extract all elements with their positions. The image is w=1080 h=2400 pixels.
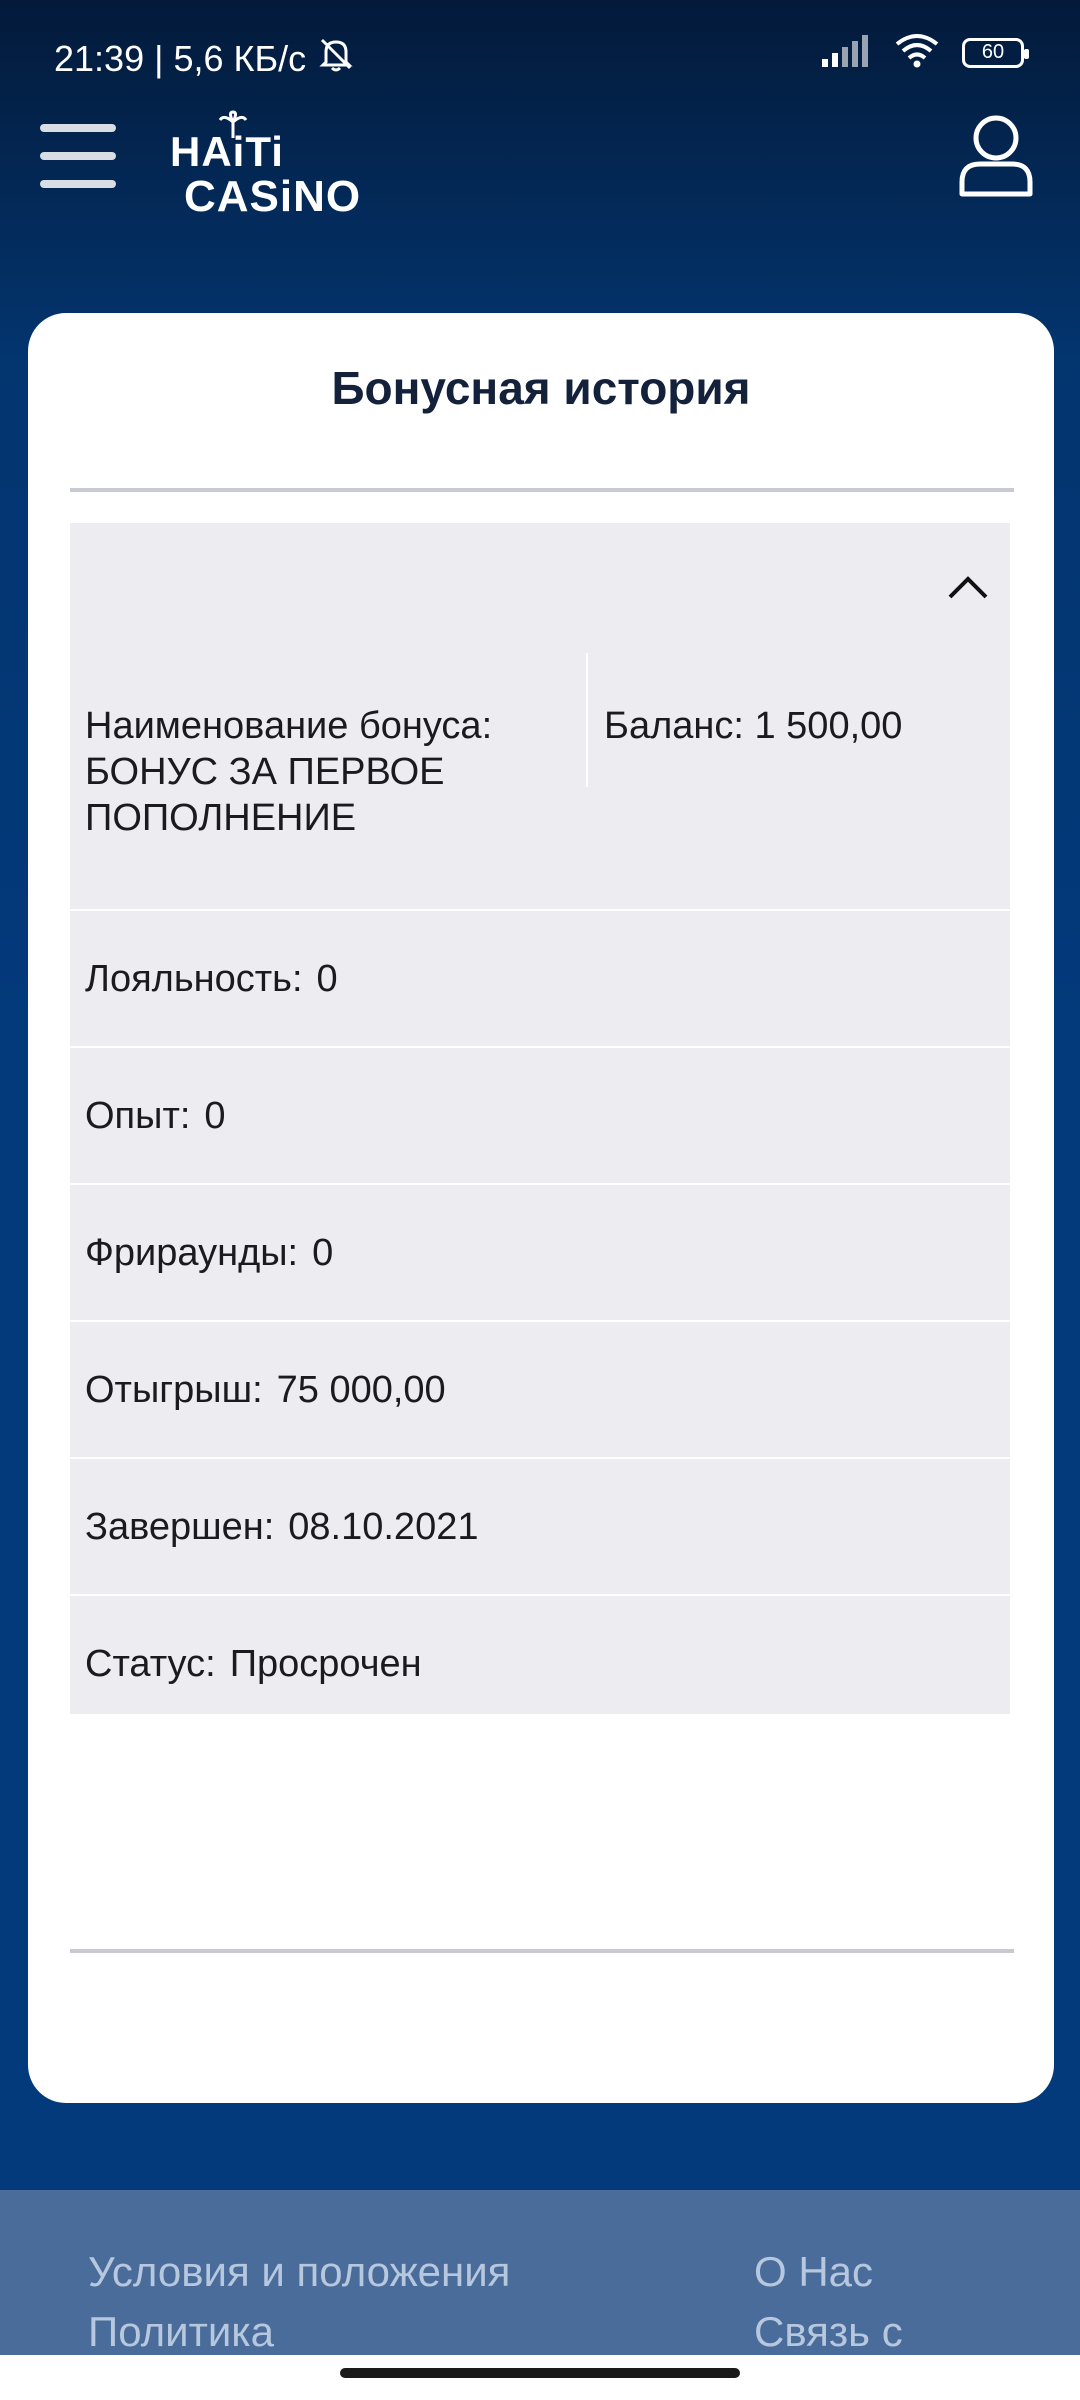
chevron-up-icon[interactable] <box>944 563 992 611</box>
footer-link-about[interactable]: О Нас <box>754 2248 874 2295</box>
detail-row-completed <box>70 1459 1010 1596</box>
detail-label: Лояльность: <box>85 958 303 1000</box>
battery-icon: 60 <box>962 38 1024 68</box>
logo-line1: HAiTi <box>170 128 284 175</box>
bonus-entry-toggle[interactable] <box>70 523 1010 653</box>
palm-tree-icon <box>218 110 248 145</box>
logo[interactable] <box>168 110 368 220</box>
divider <box>70 1949 1014 1953</box>
signal-icon <box>822 33 872 72</box>
footer-link-terms[interactable]: Условия и положения <box>88 2248 511 2295</box>
bonus-balance <box>604 703 902 749</box>
footer-link-policy[interactable]: Политика <box>88 2308 274 2355</box>
detail-value: 08.10.2021 <box>288 1506 479 1548</box>
bonus-name-value: БОНУС ЗА ПЕРВОЕ ПОПОЛНЕНИЕ <box>85 751 445 839</box>
status-badge: Просрочен <box>229 1643 422 1685</box>
detail-row-loyalty <box>70 911 1010 1048</box>
wifi-icon <box>894 32 940 73</box>
detail-label: Опыт: <box>85 1095 191 1137</box>
column-divider <box>586 653 588 787</box>
bonus-history-card <box>28 313 1054 2103</box>
detail-value: 0 <box>204 1095 226 1137</box>
detail-row-freespins <box>70 1185 1010 1322</box>
detail-row-experience <box>70 1048 1010 1185</box>
user-profile-icon[interactable] <box>956 110 1036 200</box>
logo-line2: CASiNO <box>184 172 362 221</box>
detail-label: Статус: <box>85 1643 216 1685</box>
status-bar <box>0 0 1080 110</box>
bonus-summary-row <box>70 653 1010 911</box>
detail-label: Отыгрыш: <box>85 1369 263 1411</box>
detail-row-status <box>70 1596 1010 1714</box>
home-gesture-handle[interactable] <box>340 2368 740 2378</box>
status-time: 21:39 | 5,6 КБ/с <box>54 37 307 79</box>
detail-value: 0 <box>312 1232 334 1274</box>
detail-label: Завершен: <box>85 1506 275 1548</box>
detail-value: 0 <box>316 958 338 1000</box>
bonus-name <box>85 703 555 841</box>
balance-label: Баланс: <box>604 705 744 747</box>
bonus-entry <box>70 523 1010 1714</box>
hamburger-menu-button[interactable] <box>40 124 116 194</box>
bonus-name-label: Наименование бонуса: <box>85 705 493 747</box>
detail-value: 75 000,00 <box>276 1369 446 1411</box>
divider <box>70 488 1014 492</box>
balance-value: 1 500,00 <box>754 705 903 747</box>
detail-row-wager <box>70 1322 1010 1459</box>
footer-link-contact[interactable]: Связь с <box>754 2308 903 2355</box>
muted-bell-icon <box>316 34 356 83</box>
app-header <box>0 110 1080 260</box>
detail-label: Фрираунды: <box>85 1232 299 1274</box>
page-title: Бонусная история <box>331 362 751 414</box>
